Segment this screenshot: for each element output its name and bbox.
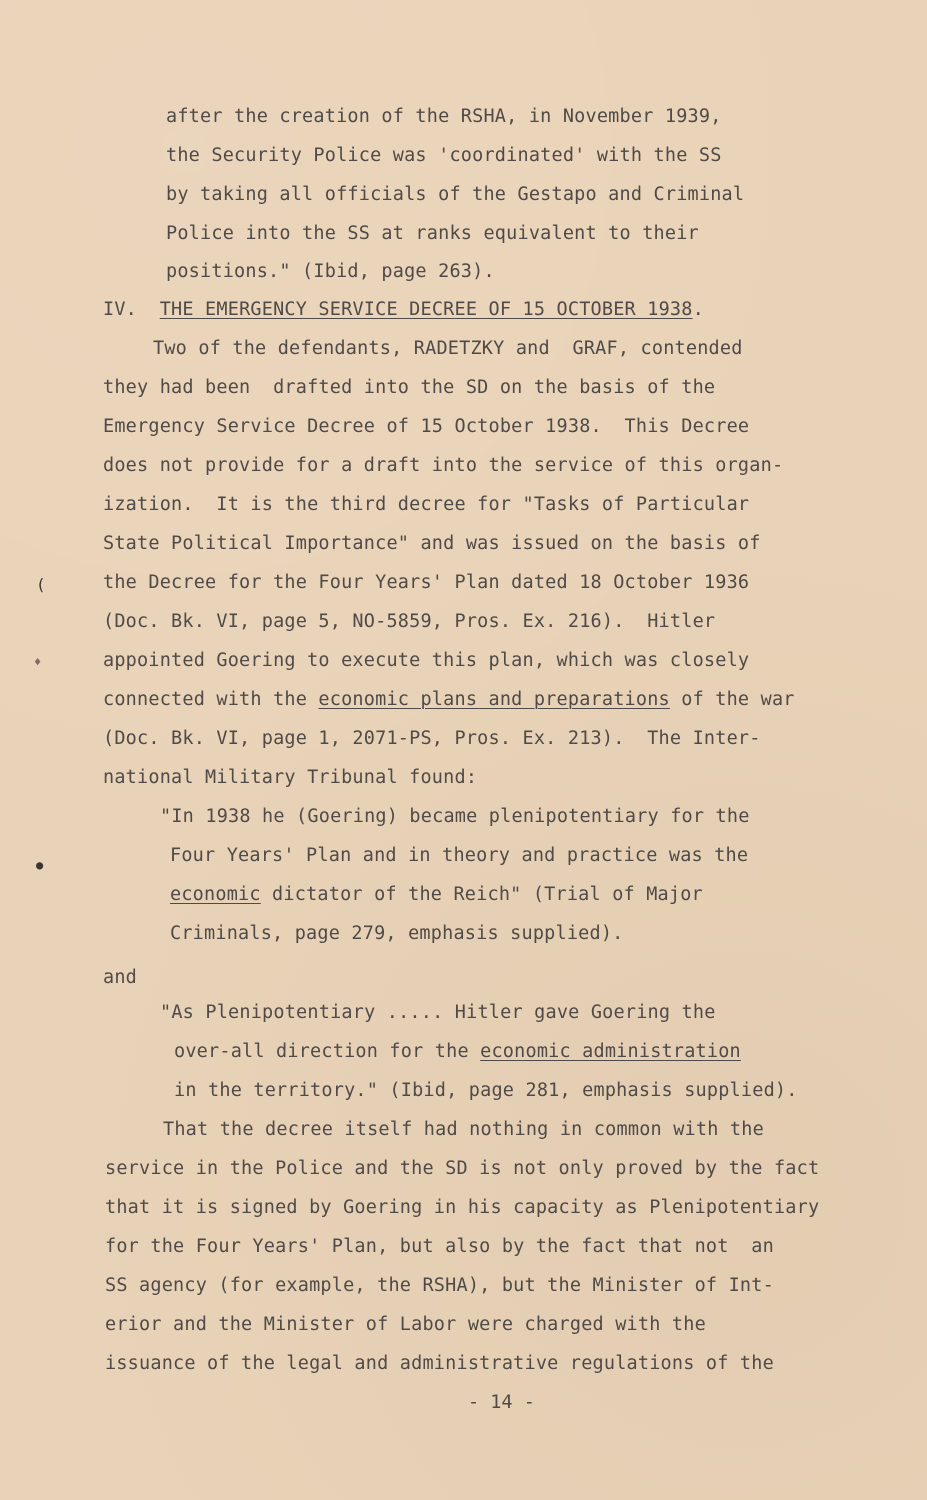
text-line [166,184,744,206]
text-line [105,1314,706,1336]
text-segment: State Political Importance" and was issued on the basis of [103,533,761,554]
text-segment: in the territory." (Ibid, page 281, emphasis supplied). [174,1080,798,1101]
text-line [163,1119,764,1141]
text-line [153,338,743,360]
quote-line [170,884,703,906]
text-line [103,767,477,789]
quote-line [174,1041,741,1063]
text-segment: issuance of the legal and administrative regulations of the [105,1353,774,1374]
quote-line [170,923,624,945]
text-line [103,572,749,594]
text-segment: Two of the defendants, RADETZKY and GRAF, contended [153,338,743,359]
text-segment: That the decree itself had nothing in common with the [163,1119,764,1140]
text-segment: the Security Police was 'coordinated' with the SS [166,145,722,166]
text-segment: does not provide for a draft into the service of this organ- [103,455,784,476]
quote-line [170,845,748,867]
text-segment: "As Plenipotentiary ..... Hitler gave Goering the [160,1002,716,1023]
quote-line [174,1080,798,1102]
text-line [166,223,699,245]
text-line [103,533,761,555]
text-segment: they had been drafted into the SD on the basis of the [103,377,716,398]
text-segment: the Decree for the Four Years' Plan dated 18 October 1936 [103,572,750,593]
text-line [103,650,749,672]
text-segment: national Military Tribunal found: [103,767,478,788]
ink-mark: ● [36,858,44,872]
text-segment: by taking all officials of the Gestapo and Criminal [166,184,745,205]
text-line [103,967,137,989]
text-segment: that it is signed by Goering in his capacity as Plenipotentiary [105,1197,820,1218]
text-segment: service in the Police and the SD is not only proved by the fact [105,1158,820,1179]
quote-line [160,806,750,828]
text-line [103,455,783,477]
text-segment: "In 1938 he (Goering) became plenipotentiary for the [160,806,750,827]
text-segment: Four Years' Plan and in theory and practice was the [170,845,749,866]
text-segment: appointed Goering to execute this plan, which was closely [103,650,750,671]
text-line [166,106,722,128]
text-segment: for the Four Years' Plan, but also by the fact that not an [105,1236,774,1257]
text-segment: after the creation of the RSHA, in November 1939, [166,106,722,127]
text-segment: erior and the Minister of Labor were charged with the [105,1314,706,1335]
section-heading [103,299,704,321]
underlined-text: economic administration [480,1041,741,1062]
text-line [103,377,715,399]
text-segment: over-all direction for the [174,1041,481,1062]
quote-line [160,1002,716,1024]
text-line [103,494,749,516]
text-segment: Criminals, page 279, emphasis supplied). [170,923,624,944]
text-line [105,1236,774,1258]
text-segment: of the war [669,689,795,710]
text-line [105,1158,819,1180]
text-segment: ization. It is the third decree for "Tasks of Particular [103,494,750,515]
text-segment: (Doc. Bk. VI, page 5, NO-5859, Pros. Ex. 216). Hitler [103,611,716,632]
text-line [105,1353,774,1375]
text-segment: SS agency (for example, the RSHA), but the Minister of Int- [105,1275,774,1296]
text-segment: IV. [103,299,160,320]
text-segment: dictator of the Reich" (Trial of Major [260,884,703,905]
text-line [105,1275,774,1297]
text-line [103,689,795,711]
text-segment: Police into the SS at ranks equivalent to their [166,223,699,244]
text-line [103,611,715,633]
text-segment: Emergency Service Decree of 15 October 1938. This Decree [103,416,750,437]
text-segment: and [103,967,138,988]
text-line [166,145,722,167]
text-line [103,416,749,438]
ink-mark: ♦ [34,655,42,669]
text-segment: (Doc. Bk. VI, page 1, 2071-PS, Pros. Ex. 213). The Inter- [103,728,761,749]
text-line [105,1197,819,1219]
text-segment: . [692,299,704,320]
underlined-text: economic plans and preparations [318,689,670,710]
ink-mark: ( [36,575,46,594]
underlined-text: economic [170,884,261,905]
page-number: - 14 - [468,1392,535,1413]
text-line [166,261,495,283]
text-segment: positions." (Ibid, page 263). [166,261,495,282]
underlined-text: THE EMERGENCY SERVICE DECREE OF 15 OCTOBER 1938 [159,299,693,320]
text-segment: connected with the [103,689,319,710]
text-line [103,728,761,750]
